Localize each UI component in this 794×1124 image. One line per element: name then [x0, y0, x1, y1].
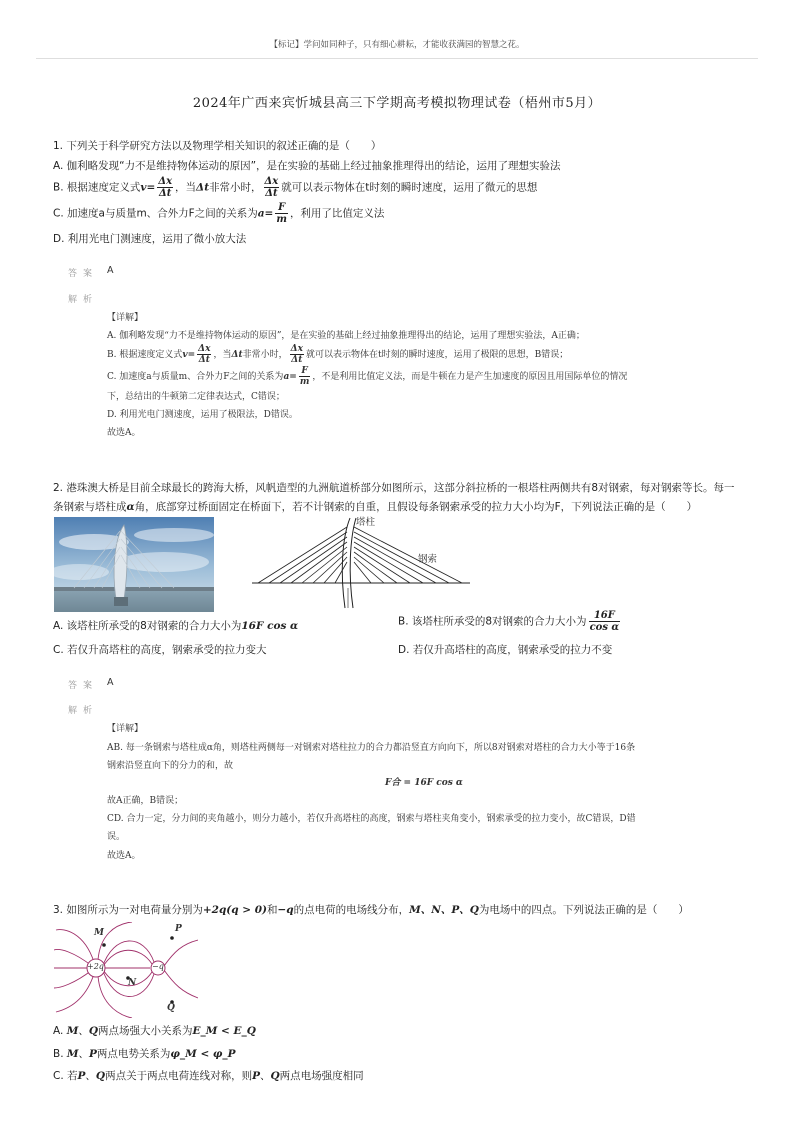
q1-option-a: A. 伽利略发现“力不是维持物体运动的原因”，是在实验的基础上经过抽象推理得出的结论，运用了理想实验法	[53, 160, 561, 172]
right-cable	[354, 552, 397, 583]
q2-analysis-label: 解析	[68, 706, 99, 716]
q2-explain-ab1: AB. 每一条钢索与塔柱成α角，则塔柱两侧每一对钢索对塔柱拉力的合力都沿竖直方向向下，所以8对钢索对塔柱的合力大小等于16条	[107, 743, 636, 753]
q1-analysis-label: 解析	[68, 295, 99, 305]
q2-option-b: B. 该塔柱所承受的8对钢索的合力大小为 $\frac{16F}{\text{cos α}}$	[398, 610, 620, 633]
q2-option-a: A. 该塔柱所承受的8对钢索的合力大小为16F cos α	[53, 620, 299, 632]
left-cable	[269, 532, 347, 583]
q1-answer-value: A	[107, 265, 114, 276]
q1-c-fraction: $\frac{F}{m}$	[276, 202, 287, 225]
q2-explain-choose: 故选A。	[107, 851, 141, 861]
left-cable	[335, 562, 347, 583]
positive-charge-label: +2q	[87, 962, 104, 971]
bridge-photo	[54, 517, 214, 612]
q1-b-fraction: $\frac{\Delta x}{\Delta t}$	[158, 176, 173, 199]
q3-option-a: A. M、Q两点场强大小关系为E_M < E_Q	[53, 1025, 256, 1037]
q1-option-d: D. 利用光电门测速度，运用了微小放大法	[53, 233, 247, 245]
q2-explain-ab3: 故A正确，B错误；	[107, 796, 184, 806]
q1-explain-c2: 下，总结出的牛顿第二定律表达式，C错误；	[107, 392, 285, 402]
q1-explain-c: C. 加速度a与质量m、合外力F之间的关系为a= $\frac{F}{m}$ ，不是利用比值定义法，而是牛顿在力是产生加速度的原因且用国际单位的情况	[107, 366, 628, 387]
q2-answer-label: 答案	[68, 681, 99, 691]
header-divider	[36, 58, 758, 59]
q2-explain-ab2: 钢索沿竖直向下的分力的和，故	[107, 761, 234, 771]
cable-label: 钢索	[418, 554, 438, 565]
tower-label: 塔柱	[356, 517, 376, 528]
q2-stem-line1: 2. 港珠澳大桥是目前全球最长的跨海大桥，风帆造型的九洲航道桥部分如图所示，这部分斜拉桥的一根塔柱两侧共有8对钢索，每对钢索等长。每一	[53, 482, 735, 494]
q2-stem-line2: 条钢索与塔柱成α角，底部穿过桥面固定在桥面下，若不计钢索的自重，且假设每条钢索承受的拉力大小均为F，下列说法正确的是（ ）	[53, 501, 698, 513]
q3-option-b: B. M、P两点电势关系为φ_M < φ_P	[53, 1048, 236, 1060]
cable-stay-diagram	[250, 513, 472, 613]
q3-option-c: C. 若P、Q两点关于两点电荷连线对称，则P、Q两点电场强度相同	[53, 1070, 364, 1082]
exam-title: 2024年广西来宾忻城县高三下学期高考模拟物理试卷（梧州市5月）	[192, 96, 602, 111]
right-cable	[354, 527, 462, 583]
q3-stem: 3. 如图所示为一对电荷量分别为+2q(q > 0)和−q的点电荷的电场线分布，M、N、P、Q为电场中的四点。下列说法正确的是（ ）	[53, 904, 689, 916]
q1-option-b: B. 根据速度定义式v= $\frac{\Delta x}{\Delta t}$ ，当Δt非常小时， $\frac{\Delta x}{\Delta t}$ 就可以表示物体在t时刻的瞬时速度，运用了微元的思想	[53, 176, 538, 199]
q1-explain-choose: 故选A。	[107, 428, 141, 438]
point-q-label: Q	[167, 1003, 175, 1013]
q1-explain-b: B. 根据速度定义式v= $\frac{\Delta x}{\Delta t}$ ，当Δt非常小时， $\frac{\Delta x}{\Delta t}$ 就可以表示物体在t时刻的瞬时速度，运用了极限的思想，B错误；	[107, 344, 569, 365]
page-motto: 【标记】学问如同种子，只有细心耕耘，才能收获满园的智慧之花。	[269, 40, 525, 50]
q1-answer-label: 答案	[68, 269, 99, 279]
q2-formula: F合 = 16F cos α	[385, 778, 463, 788]
q2-detail-label: 【详解】	[107, 724, 144, 734]
q1-explain-a: A. 伽利略发现“力不是维持物体运动的原因”，是在实验的基础上经过抽象推理得出的结论，运用了理想实验法，A正确；	[107, 331, 585, 341]
q1-option-c: C. 加速度a与质量m、合外力F之间的关系为a= $\frac{F}{m}$ ，利用了比值定义法	[53, 202, 385, 225]
q1-detail-label: 【详解】	[107, 313, 144, 323]
left-cable	[280, 537, 347, 583]
right-cable	[354, 562, 371, 583]
q2-answer-value: A	[107, 677, 114, 688]
q1-explain-d: D. 利用光电门测速度，运用了极限法，D错误。	[107, 410, 298, 420]
q1-stem: 1. 下列关于科学研究方法以及物理学相关知识的叙述正确的是（ ）	[53, 140, 382, 152]
electric-field-diagram	[54, 922, 198, 1018]
point-n-label: N	[128, 978, 137, 988]
q2-option-c: C. 若仅升高塔柱的高度，钢索承受的拉力变大	[53, 644, 267, 656]
q2-explain-cd: CD. 合力一定，分力间的夹角越小，则分力越小，若仅升高塔柱的高度，钢索与塔柱夹角变小，钢索承受的拉力变小，故C错误，D错	[107, 814, 636, 824]
negative-charge-label: −q	[152, 962, 164, 971]
q2-explain-cd2: 误。	[107, 832, 126, 842]
point-m-label: M	[94, 928, 104, 938]
q1-b-fraction-2: $\frac{\Delta x}{\Delta t}$	[264, 176, 279, 199]
point-p-label: P	[175, 924, 182, 934]
q2-option-d: D. 若仅升高塔柱的高度，钢索承受的拉力不变	[398, 644, 613, 656]
